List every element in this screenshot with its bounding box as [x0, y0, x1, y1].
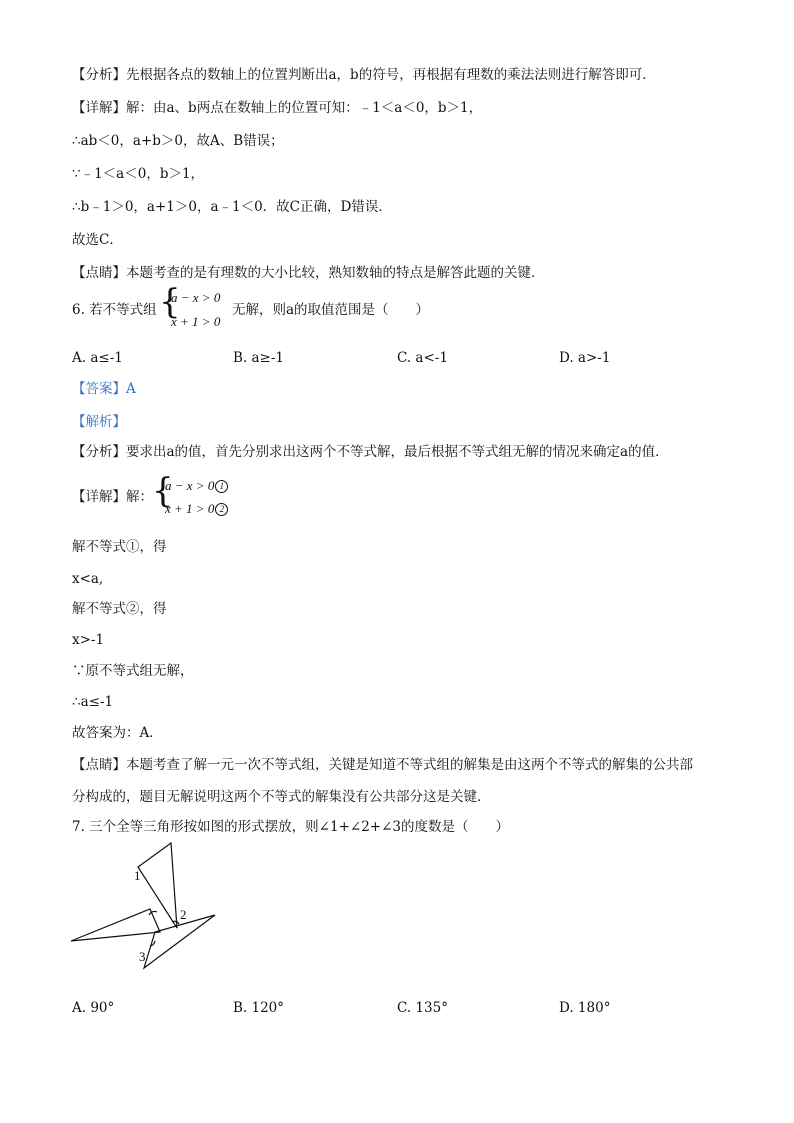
- top-triangle: [138, 843, 177, 928]
- q6-ineq1: a − x > 0: [171, 290, 221, 305]
- circled-one: 1: [215, 480, 228, 493]
- q6-stem-pre: 6. 若不等式组: [72, 302, 157, 318]
- q7-option-c: C. 135°: [397, 1000, 448, 1016]
- q6-analysis: 【分析】要求出a的值，首先分别求出这两个不等式解，最后根据不等式组无解的情况来确定a的值．: [72, 444, 669, 460]
- q5-step2: ∵﹣1＜a＜0，b＞1，: [72, 166, 205, 182]
- q6-detail-ineq1: a − x > 0 1: [165, 477, 228, 495]
- triangles-figure: [60, 836, 230, 971]
- angle-label-3: 3: [139, 949, 146, 964]
- q5-comment: 【点睛】本题考查的是有理数的大小比较，熟知数轴的特点是解答此题的关键．: [72, 265, 545, 281]
- q6-step5: ∵原不等式组无解，: [72, 663, 194, 679]
- q7-option-b: B. 120°: [233, 1000, 285, 1016]
- q7-option-a: A. 90°: [72, 1000, 115, 1016]
- q6-comment-line1: 【点睛】本题考查了解一元一次不等式组，关键是知道不等式组的解集是由这两个不等式的解集的公共部: [72, 757, 693, 773]
- q6-step2: x<a,: [72, 571, 104, 587]
- q5-choose: 故选C．: [72, 232, 123, 248]
- q7-stem: 7. 三个全等三角形按如图的形式摆放，则∠1+∠2+∠3的度数是（ ）: [72, 819, 509, 835]
- q6-detail-ineq2: x + 1 > 0 2: [165, 500, 228, 518]
- q6-step4: x>-1: [72, 632, 105, 648]
- q6-brace: {: [159, 282, 181, 322]
- q6-detail-brace: {: [152, 471, 174, 511]
- angle-label-1: 1: [134, 868, 141, 883]
- q6-option-b: B. a≥-1: [233, 350, 285, 366]
- q6-option-d: D. a>-1: [559, 350, 611, 366]
- q5-detail: 【详解】解：由a、b两点在数轴上的位置可知：﹣1＜a＜0，b＞1，: [72, 100, 483, 116]
- q6-ineq2: x + 1 > 0: [171, 314, 221, 329]
- left-triangle: [71, 909, 160, 941]
- q5-analysis: 【分析】先根据各点的数轴上的位置判断出a，b的符号，再根据有理数的乘法法则进行解答即可．: [72, 67, 656, 83]
- q6-jiexi: 【解析】: [72, 414, 126, 430]
- q6-step3: 解不等式②，得: [72, 601, 167, 617]
- q6-step1: 解不等式①，得: [72, 539, 167, 555]
- q6-option-c: C. a<-1: [397, 350, 448, 366]
- circled-two: 2: [215, 503, 228, 516]
- q6-comment-line2: 分构成的，题目无解说明这两个不等式的解集没有公共部分这是关键．: [72, 789, 491, 805]
- q6-option-a: A. a≤-1: [72, 350, 123, 366]
- q6-step6: ∴a≤-1: [72, 694, 114, 710]
- angle-label-2: 2: [180, 907, 187, 922]
- q5-step3: ∴b﹣1＞0，a+1＞0，a﹣1＜0．故C正确，D错误．: [72, 199, 392, 215]
- q5-step1: ∴ab＜0，a+b＞0，故A、B错误；: [72, 133, 284, 149]
- q6-answer: 【答案】A: [72, 381, 136, 397]
- q6-step7: 故答案为：A．: [72, 725, 163, 741]
- q7-option-d: D. 180°: [559, 1000, 611, 1016]
- q6-stem-post: 无解，则a的取值范围是（ ）: [232, 302, 430, 318]
- q6-detail-label: 【详解】解：: [72, 489, 153, 505]
